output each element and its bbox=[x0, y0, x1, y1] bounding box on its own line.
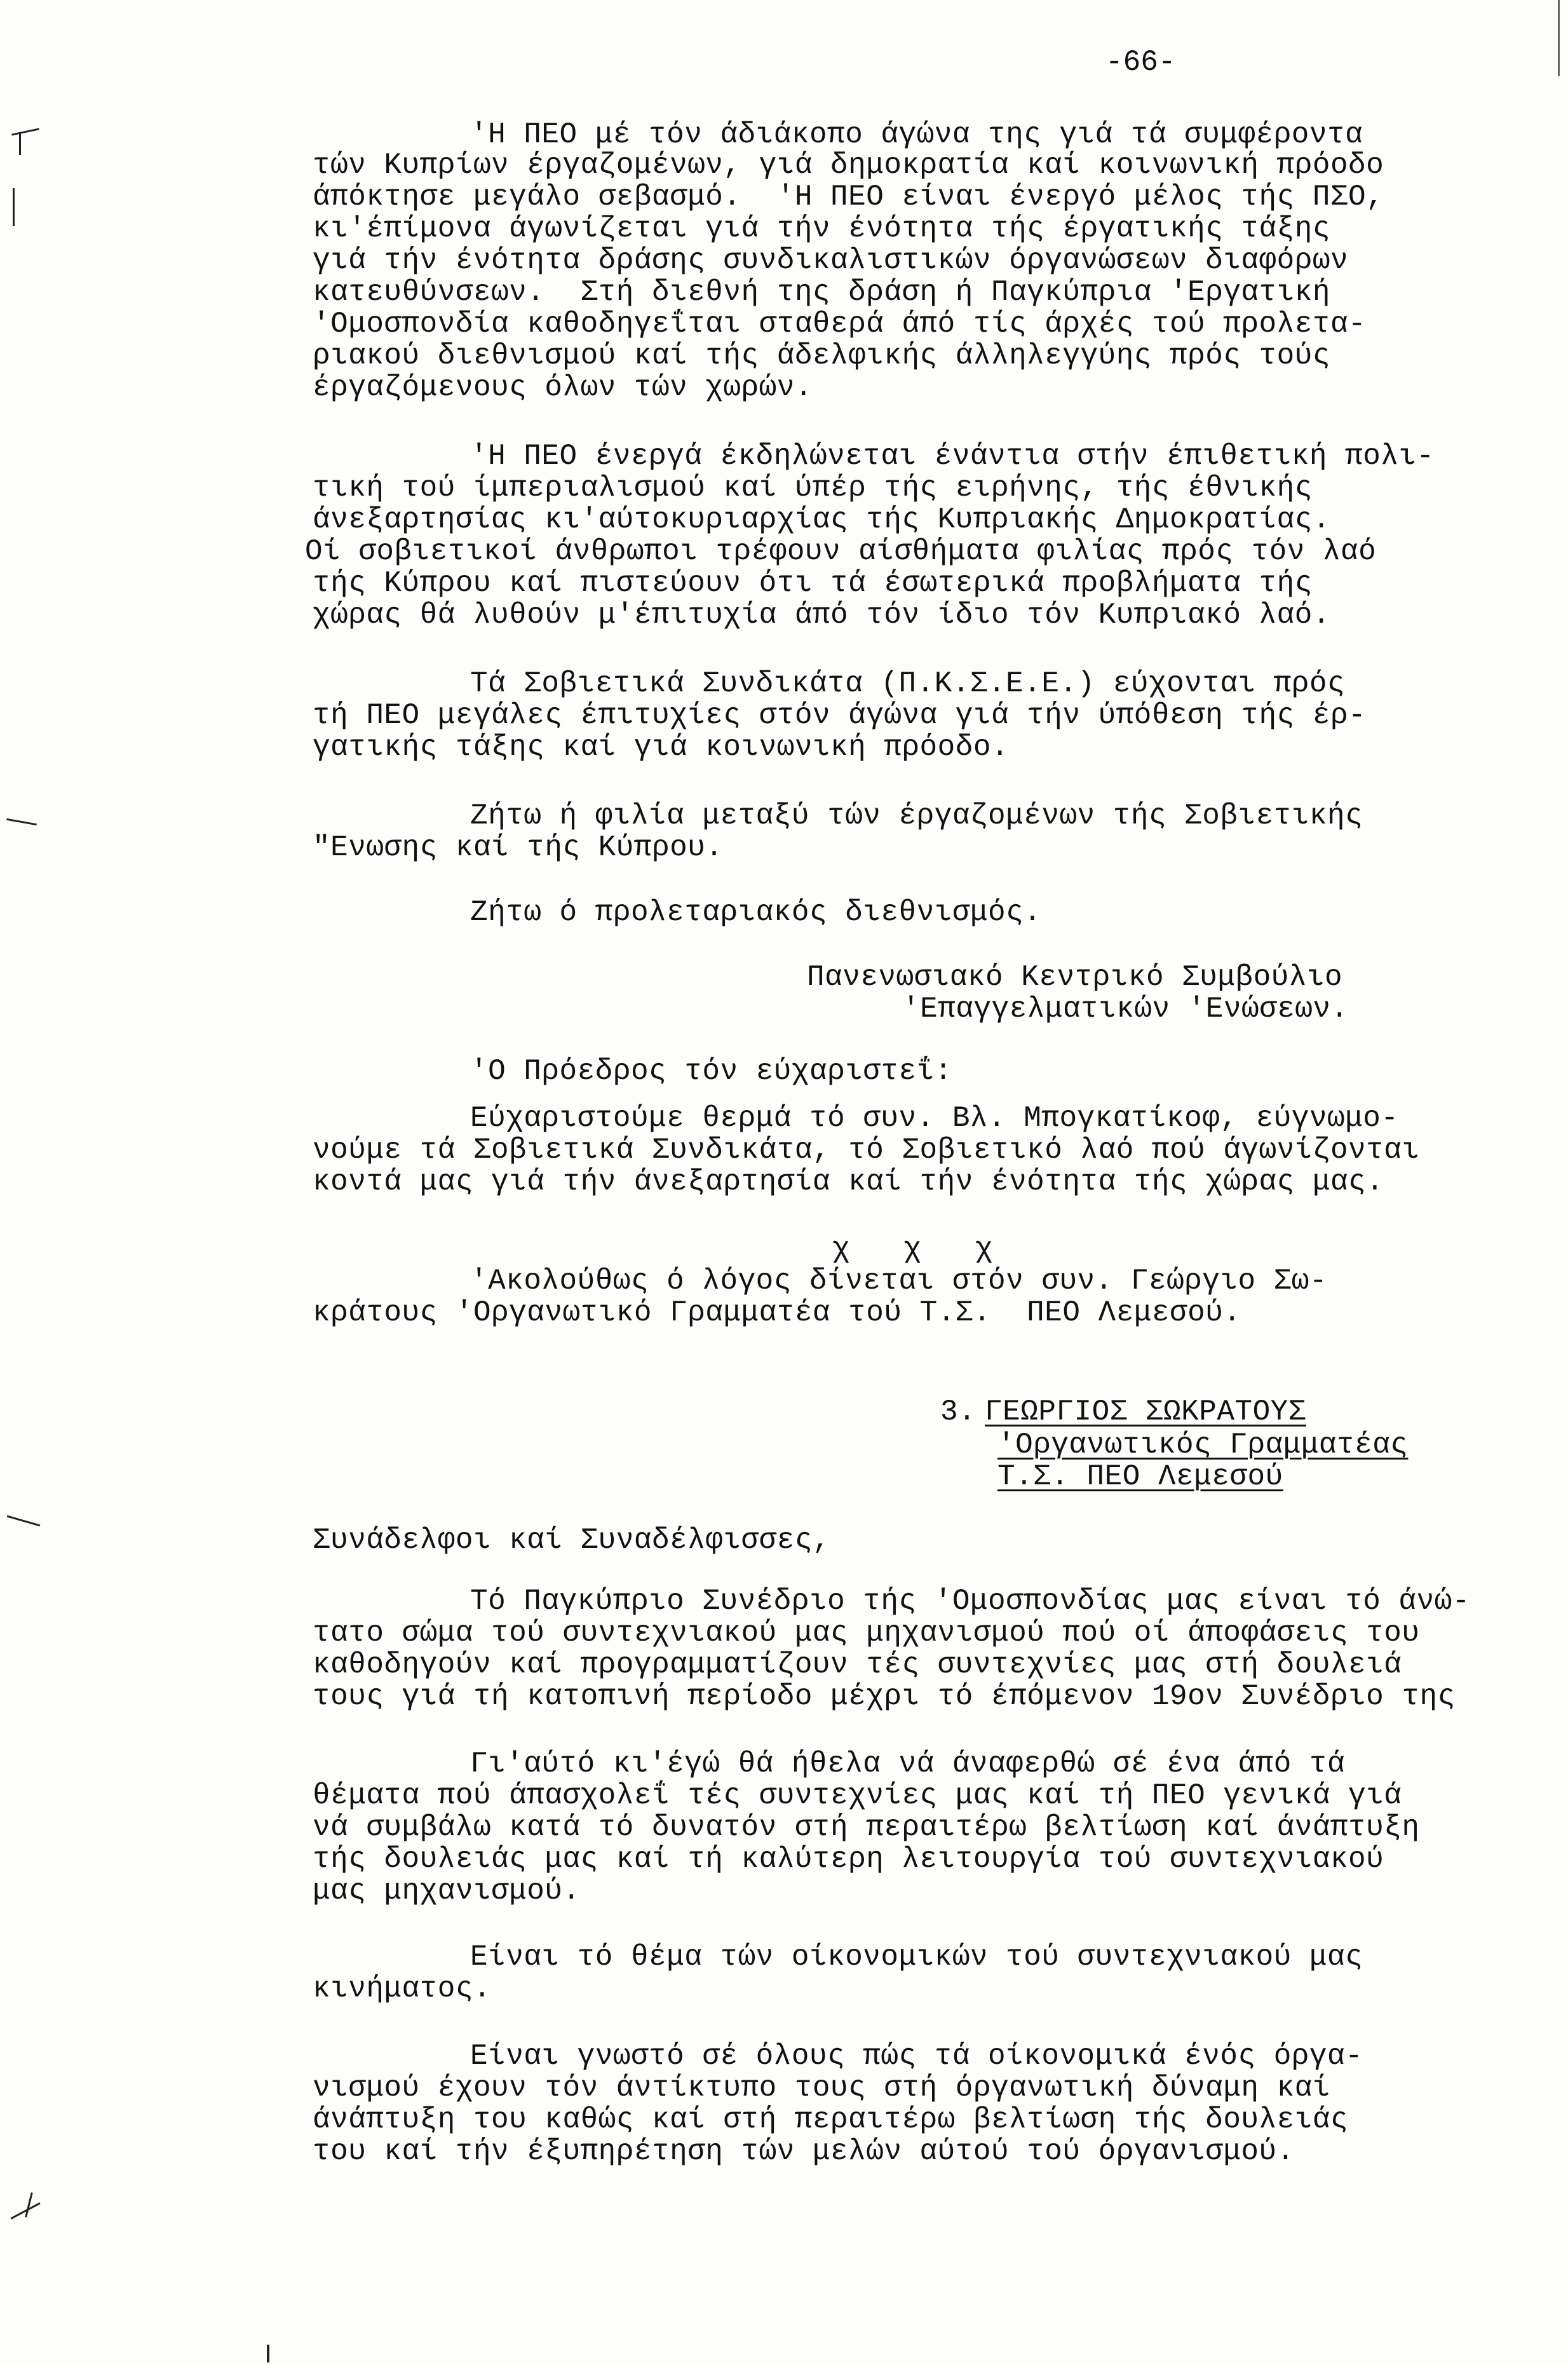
text-line: γιά τήν ένότητα δράσης συνδικαλιστικών όργανώσεων διαφόρων bbox=[313, 244, 1349, 277]
text-line: γατικής τάξης καί γιά κοινωνική πρόοδο. bbox=[313, 731, 1010, 764]
scan-mark bbox=[11, 128, 39, 135]
text-line: Ζήτω ή φιλία μεταξύ τών έργαζομένων τής Σοβιετικής bbox=[470, 799, 1363, 832]
text-line: τής δουλειάς μας καί τή καλύτερη λειτουργία τού συντεχνιακού bbox=[313, 1843, 1384, 1876]
text-line: άνάπτυξη του καθώς καί στή περαιτέρω βελτίωση τής δουλειάς bbox=[313, 2103, 1349, 2136]
text-line: άπόκτησε μεγάλο σεβασμό. 'Η ΠΕΟ είναι ένεργό μέλος τής ΠΣΟ, bbox=[313, 180, 1384, 213]
text-line: Ζήτω ό προλεταριακός διεθνισμός. bbox=[470, 896, 1042, 929]
scan-mark bbox=[7, 1515, 41, 1527]
scan-mark bbox=[1558, 0, 1560, 76]
text-line: 'Η ΠΕΟ μέ τόν άδιάκοπο άγώνα της γιά τά συμφέροντα bbox=[470, 118, 1363, 151]
text-line: "Ενωσης καί τής Κύπρου. bbox=[313, 831, 724, 864]
speaker-number: 3. bbox=[940, 1395, 977, 1428]
text-line: άνεξαρτησίας κι'αύτοκυριαρχίας τής Κυπριακής Δημοκρατίας. bbox=[313, 503, 1330, 536]
text-line: τατο σώμα τού συντεχνιακού μας μηχανισμού πού οί άποφάσεις του bbox=[313, 1616, 1420, 1650]
scan-mark bbox=[13, 188, 15, 226]
scan-mark bbox=[25, 2192, 33, 2218]
text-line: νισμού έχουν τόν άντίκτυπο τους στή όργανωτική δύναμη καί bbox=[313, 2071, 1330, 2104]
speaker-org: Τ.Σ. ΠΕΟ Λεμεσού bbox=[997, 1460, 1283, 1493]
text-line: του καί τήν έξυπηρέτηση τών μελών αύτού τού όργανισμού. bbox=[313, 2135, 1295, 2168]
text-line: κατευθύνσεων. Στή διεθνή της δράση ή Παγκύπρια 'Εργατική bbox=[313, 276, 1330, 309]
text-line: νά συμβάλω κατά τό δυνατόν στή περαιτέρω βελτίωση καί άνάπτυξη bbox=[313, 1811, 1420, 1844]
text-line: Οί σοβιετικοί άνθρωποι τρέφουν αίσθήματα φιλίας πρός τόν λαό bbox=[305, 535, 1377, 568]
text-line: Τά Σοβιετικά Συνδικάτα (Π.Κ.Σ.Ε.Ε.) εύχονται πρός bbox=[470, 667, 1346, 700]
text-line: χώρας θά λυθούν μ'έπιτυχία άπό τόν ίδιο τόν Κυπριακό λαό. bbox=[313, 599, 1330, 632]
signature-line: Πανενωσιακό Κεντρικό Συμβούλιο bbox=[807, 961, 1343, 994]
text-line: νούμε τά Σοβιετικά Συνδικάτα, τό Σοβιετικό λαό πού άγωνίζονται bbox=[313, 1134, 1420, 1167]
scan-mark bbox=[6, 818, 37, 825]
text-line: 'Ο Πρόεδρος τόν εύχαριστεΐ: bbox=[470, 1055, 952, 1088]
speaker-name: ΓΕΩΡΓΙΟΣ ΣΩΚΡΑΤΟΥΣ bbox=[985, 1395, 1306, 1428]
text-line: κινήματος. bbox=[313, 1972, 492, 2005]
text-line: 'Ακολούθως ό λόγος δίνεται στόν συν. Γεώργιο Σω- bbox=[470, 1264, 1328, 1298]
text-line: έργαζόμενους όλων τών χωρών. bbox=[313, 371, 813, 404]
text-line: Είναι τό θέμα τών οίκονομικών τού συντεχνιακού μας bbox=[470, 1941, 1363, 1974]
text-line: τής Κύπρου καί πιστεύουν ότι τά έσωτερικά προβλήματα τής bbox=[313, 567, 1313, 600]
text-line: τική τού ίμπεριαλισμού καί ύπέρ τής ειρήνης, τής έθνικής bbox=[313, 471, 1313, 505]
signature-line: 'Επαγγελματικών 'Ενώσεων. bbox=[902, 993, 1349, 1026]
scan-mark bbox=[267, 2345, 269, 2362]
text-line: κράτους 'Οργανωτικό Γραμματέα τού Τ.Σ. ΠΕΟ Λεμεσού. bbox=[313, 1296, 1241, 1329]
text-line: Γι'αύτό κι'έγώ θά ήθελα νά άναφερθώ σέ ένα άπό τά bbox=[470, 1747, 1346, 1780]
text-line: Είναι γνωστό σέ όλους πώς τά οίκονομικά ένός όργα- bbox=[470, 2040, 1363, 2073]
text-line: κοντά μας γιά τήν άνεξαρτησία καί τήν ένότητα τής χώρας μας. bbox=[313, 1165, 1384, 1198]
text-line: 'Η ΠΕΟ ένεργά έκδηλώνεται ένάντια στήν έπιθετική πολι- bbox=[470, 440, 1435, 473]
text-line: μας μηχανισμού. bbox=[313, 1874, 581, 1908]
text-line: τών Κυπρίων έργαζομένων, γιά δημοκρατία καί κοινωνική πρόοδο bbox=[313, 149, 1384, 182]
text-line: θέματα πού άπασχολεΐ τές συντεχνίες μας καί τή ΠΕΟ γενικά γιά bbox=[313, 1779, 1402, 1812]
section-separator: χ χ χ bbox=[832, 1233, 993, 1266]
text-line: 'Ομοσπονδία καθοδηγεΐται σταθερά άπό τίς άρχές τού προλετα- bbox=[313, 308, 1367, 341]
text-line: κι'έπίμονα άγωνίζεται γιά τήν ένότητα τής έργατικής τάξης bbox=[313, 212, 1330, 245]
salutation: Συνάδελφοι καί Συναδέλφισσες, bbox=[313, 1524, 831, 1557]
speaker-title: 'Οργανωτικός Γραμματέας bbox=[997, 1428, 1409, 1461]
text-line: καθοδηγούν καί προγραμματίζουν τές συντεχνίες μας στή δουλειά bbox=[313, 1648, 1402, 1681]
text-line: τή ΠΕΟ μεγάλες έπιτυχίες στόν άγώνα γιά τήν ύπόθεση τής έρ- bbox=[313, 699, 1367, 732]
text-line: τους γιά τή κατοπινή περίοδο μέχρι τό έπόμενον 19ον Συνέδριο της bbox=[313, 1680, 1456, 1713]
page-number: -66- bbox=[1105, 46, 1176, 79]
text-line: Τό Παγκύπριο Συνέδριο τής 'Ομοσπονδίας μας είναι τό άνώ- bbox=[470, 1585, 1470, 1618]
text-line: ριακού διεθνισμού καί τής άδελφικής άλληλεγγύης πρός τούς bbox=[313, 339, 1330, 372]
scan-mark bbox=[19, 133, 21, 155]
text-line: Εύχαριστούμε θερμά τό συν. Βλ. Μπογκατίκοφ, εύγνωμο- bbox=[470, 1102, 1399, 1135]
